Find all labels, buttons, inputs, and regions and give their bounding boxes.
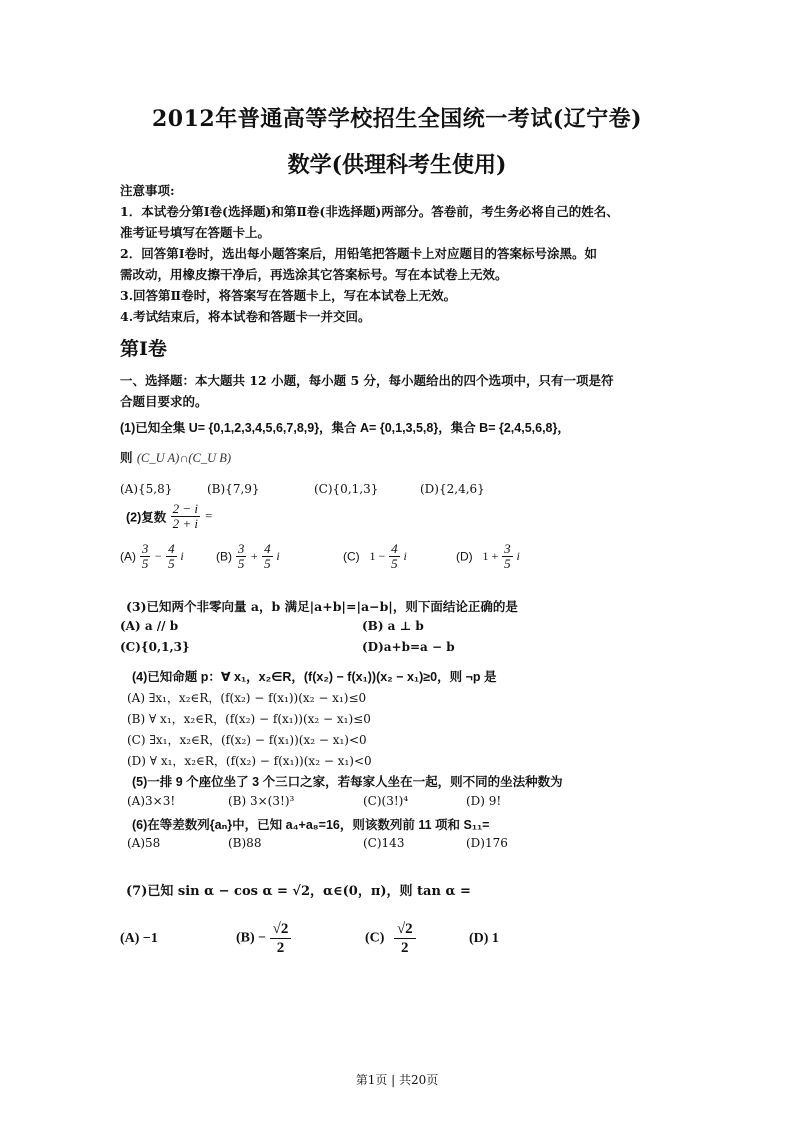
question-6-option-a: (A)58	[127, 836, 161, 850]
notice-heading: 注意事项:	[120, 183, 175, 198]
section-line: 合题目要求的。	[120, 394, 208, 409]
question-6-stem: (6)在等差数列{aₙ}中，已知 a₄+a₈=16，则该数列前 11 项和 S₁₁=	[132, 818, 490, 832]
notice-block	[120, 180, 680, 327]
notice-line: 4.考试结束后，将本试卷和答题卡一并交回。	[120, 309, 371, 324]
question-2-fraction: $\frac{2 - i}{2 + i}$	[172, 501, 199, 531]
question-3-option-d: (D)a+b=a − b	[362, 640, 455, 654]
volume-heading: 第Ⅰ卷	[120, 338, 167, 360]
notice-line: 1．本试卷分第Ⅰ卷(选择题)和第Ⅱ卷(非选择题)两部分。答卷前，考生务必将自己的姓名、	[120, 204, 619, 219]
question-1-option-c: (C){0,1,3}	[314, 482, 379, 496]
question-6-option-d: (D)176	[466, 836, 508, 850]
question-2-option-d: (D) 1 + $\frac{3}{5}$ i	[456, 541, 520, 571]
question-4-option-b: (B) ∀ x₁，x₂∈R，(f(x₂) − f(x₁))(x₂ − x₁)≤0	[127, 712, 371, 726]
question-4-option-d: (D) ∀ x₁，x₂∈R，(f(x₂) − f(x₁))(x₂ − x₁)<0	[127, 754, 372, 768]
section-line: 一、选择题：本大题共 12 小题，每小题 5 分，每小题给出的四个选项中，只有一项是符	[120, 373, 614, 388]
notice-line: 2．回答第Ⅰ卷时，选出每小题答案后，用铅笔把答题卡上对应题目的答案标号涂黑。如	[120, 246, 598, 261]
question-4-stem: (4)已知命题 p：∀ x₁，x₂∈R，(f(x₂) − f(x₁))(x₂ − x₁)≥0，则 ¬p 是	[132, 670, 497, 684]
notice-line: 需改动，用橡皮擦干净后，再选涂其它答案标号。写在本试卷上无效。	[120, 267, 508, 282]
question-7-option-a: (A) −1	[120, 931, 158, 946]
question-1-stem-2: 则 (C_U A)∩(C_U B)	[120, 451, 232, 465]
question-2-option-c: (C) 1 − $\frac{4}{5}$ i	[343, 541, 407, 571]
question-2-option-b: (B) $\frac{3}{5}$ + $\frac{4}{5}$ i	[216, 541, 280, 571]
question-7-option-b: (B) − $\frac{√2}{2}$	[236, 920, 291, 957]
question-6-option-b: (B)88	[228, 836, 262, 850]
notice-line: 3.回答第Ⅱ卷时，将答案写在答题卡上，写在本试卷上无效。	[120, 288, 457, 303]
question-3-stem: (3)已知两个非零向量 a，b 满足|a+b|=|a−b|，则下面结论正确的是	[126, 599, 518, 614]
question-2-option-a: (A) $\frac{3}{5}$ − $\frac{4}{5}$ i	[120, 541, 184, 571]
section-instructions	[120, 370, 614, 412]
question-3-option-c: (C){0,1,3}	[120, 640, 190, 654]
question-6-option-c: (C)143	[363, 836, 405, 850]
question-7-option-c: (C) $\frac{√2}{2}$	[365, 920, 416, 957]
question-2-stem: (2)复数 $\frac{2 - i}{2 + i}$ =	[126, 501, 213, 531]
question-1-option-d: (D){2,4,6}	[420, 482, 485, 496]
question-7-option-d: (D) 1	[469, 931, 499, 946]
question-5-option-c: (C)(3!)⁴	[363, 794, 409, 808]
question-5-option-a: (A)3×3!	[127, 794, 176, 808]
question-4-option-c: (C) ∃x₁，x₂∈R，(f(x₂) − f(x₁))(x₂ − x₁)<0	[127, 733, 367, 747]
question-1-option-a: (A){5,8}	[120, 482, 173, 496]
question-1-stem: (1)已知全集 U= {0,1,2,3,4,5,6,7,8,9}，集合 A= {0,1,3,5,8}，集合 B= {2,4,5,6,8}，	[120, 421, 570, 435]
question-7-stem: (7)已知 sin α − cos α = √2，α∈(0，π)，则 tan α =	[126, 884, 471, 899]
question-3-option-b: (B) a ⊥ b	[362, 619, 424, 633]
question-5-option-b: (B) 3×(3!)³	[228, 794, 295, 808]
exam-title: 2012年普通高等学校招生全国统一考试(辽宁卷)	[151, 106, 643, 132]
question-4-option-a: (A) ∃x₁，x₂∈R，(f(x₂) − f(x₁))(x₂ − x₁)≤0	[127, 691, 367, 705]
question-5-option-d: (D) 9!	[466, 794, 502, 808]
notice-line: 准考证号填写在答题卡上。	[120, 225, 271, 240]
question-5-stem: (5)一排 9 个座位坐了 3 个三口之家，若每家人坐在一起，则不同的坐法种数为	[132, 775, 563, 789]
question-1-option-b: (B){7,9}	[207, 482, 260, 496]
page-footer: 第1页 | 共20页	[355, 1073, 439, 1087]
question-3-option-a: (A) a // b	[120, 619, 179, 633]
exam-subtitle: 数学(供理科考生使用)	[287, 152, 507, 178]
question-1-expression: (C_U A)∩(C_U B)	[136, 451, 232, 465]
